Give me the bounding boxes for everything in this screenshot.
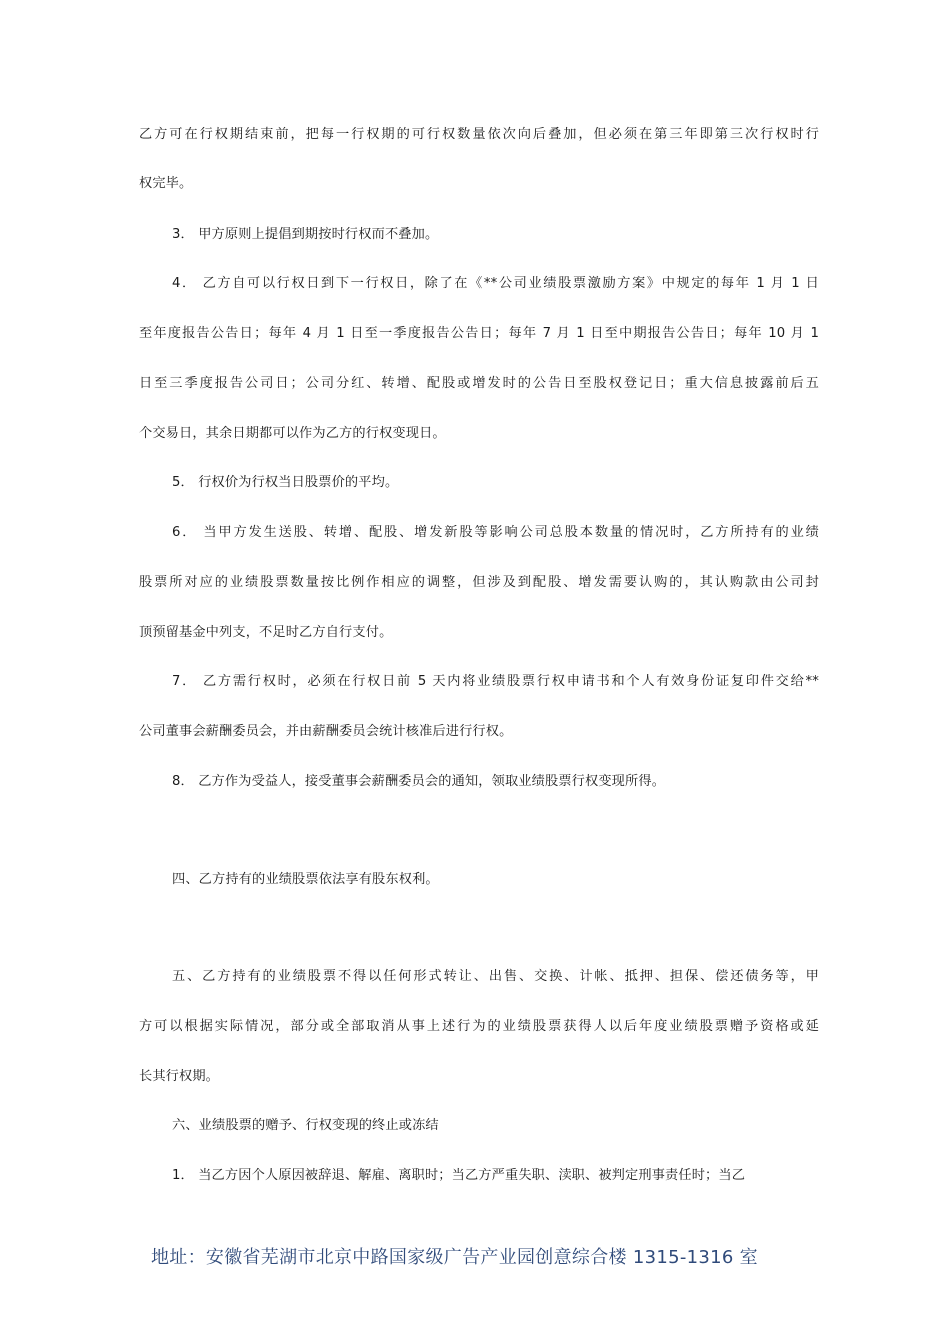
paragraph-line: 8． 乙方作为受益人，接受董事会薪酬委员会的通知，领取业绩股票行权变现所得。	[172, 774, 666, 789]
paragraph-line: 3． 甲方原则上提倡到期按时行权而不叠加。	[172, 227, 439, 242]
paragraph-line: 6． 当甲方发生送股、转增、配股、增发新股等影响公司总股本数量的情况时，乙方所持有的业绩	[172, 525, 819, 540]
paragraph-line: 长其行权期。	[139, 1069, 220, 1084]
paragraph-line: 1． 当乙方因个人原因被辞退、解雇、离职时；当乙方严重失职、渎职、被判定刑事责任时；当乙	[172, 1168, 746, 1183]
footer-address: 地址：安徽省芜湖市北京中路国家级广告产业园创意综合楼 1315-1316 室	[151, 1247, 758, 1268]
paragraph-line: 方可以根据实际情况，部分或全部取消从事上述行为的业绩股票获得人以后年度业绩股票赠予资格或延	[139, 1019, 819, 1034]
paragraph-line: 5． 行权价为行权当日股票价的平均。	[172, 475, 399, 490]
paragraph-line: 公司董事会薪酬委员会，并由薪酬委员会统计核准后进行行权。	[139, 724, 513, 739]
paragraph-line: 至年度报告公告日；每年 4 月 1 日至一季度报告公告日；每年 7 月 1 日至中期报告公告日；每年 10 月 1	[139, 326, 819, 341]
paragraph-line: 4． 乙方自可以行权日到下一行权日，除了在《**公司业绩股票激励方案》中规定的每年 1 月 1 日	[172, 276, 819, 291]
section-heading: 六、业绩股票的赠予、行权变现的终止或冻结	[172, 1118, 439, 1133]
paragraph-line: 股票所对应的业绩股票数量按比例作相应的调整，但涉及到配股、增发需要认购的，其认购款由公司封	[139, 575, 819, 590]
paragraph-line: 日至三季度报告公司日；公司分红、转增、配股或增发时的公告日至股权登记日；重大信息披露前后五	[139, 376, 819, 391]
section-heading: 四、乙方持有的业绩股票依法享有股东权利。	[172, 872, 439, 887]
paragraph-line: 个交易日，其余日期都可以作为乙方的行权变现日。	[139, 426, 446, 441]
paragraph-line: 7． 乙方需行权时，必须在行权日前 5 天内将业绩股票行权申请书和个人有效身份证复印件交给**	[172, 674, 819, 689]
paragraph-line: 乙方可在行权期结束前，把每一行权期的可行权数量依次向后叠加，但必须在第三年即第三次行权时行	[139, 127, 819, 142]
paragraph-line: 顶预留基金中列支，不足时乙方自行支付。	[139, 625, 393, 640]
paragraph-line: 权完毕。	[139, 176, 193, 191]
paragraph-line: 五、乙方持有的业绩股票不得以任何形式转让、出售、交换、计帐、抵押、担保、偿还债务等，甲	[172, 969, 819, 984]
